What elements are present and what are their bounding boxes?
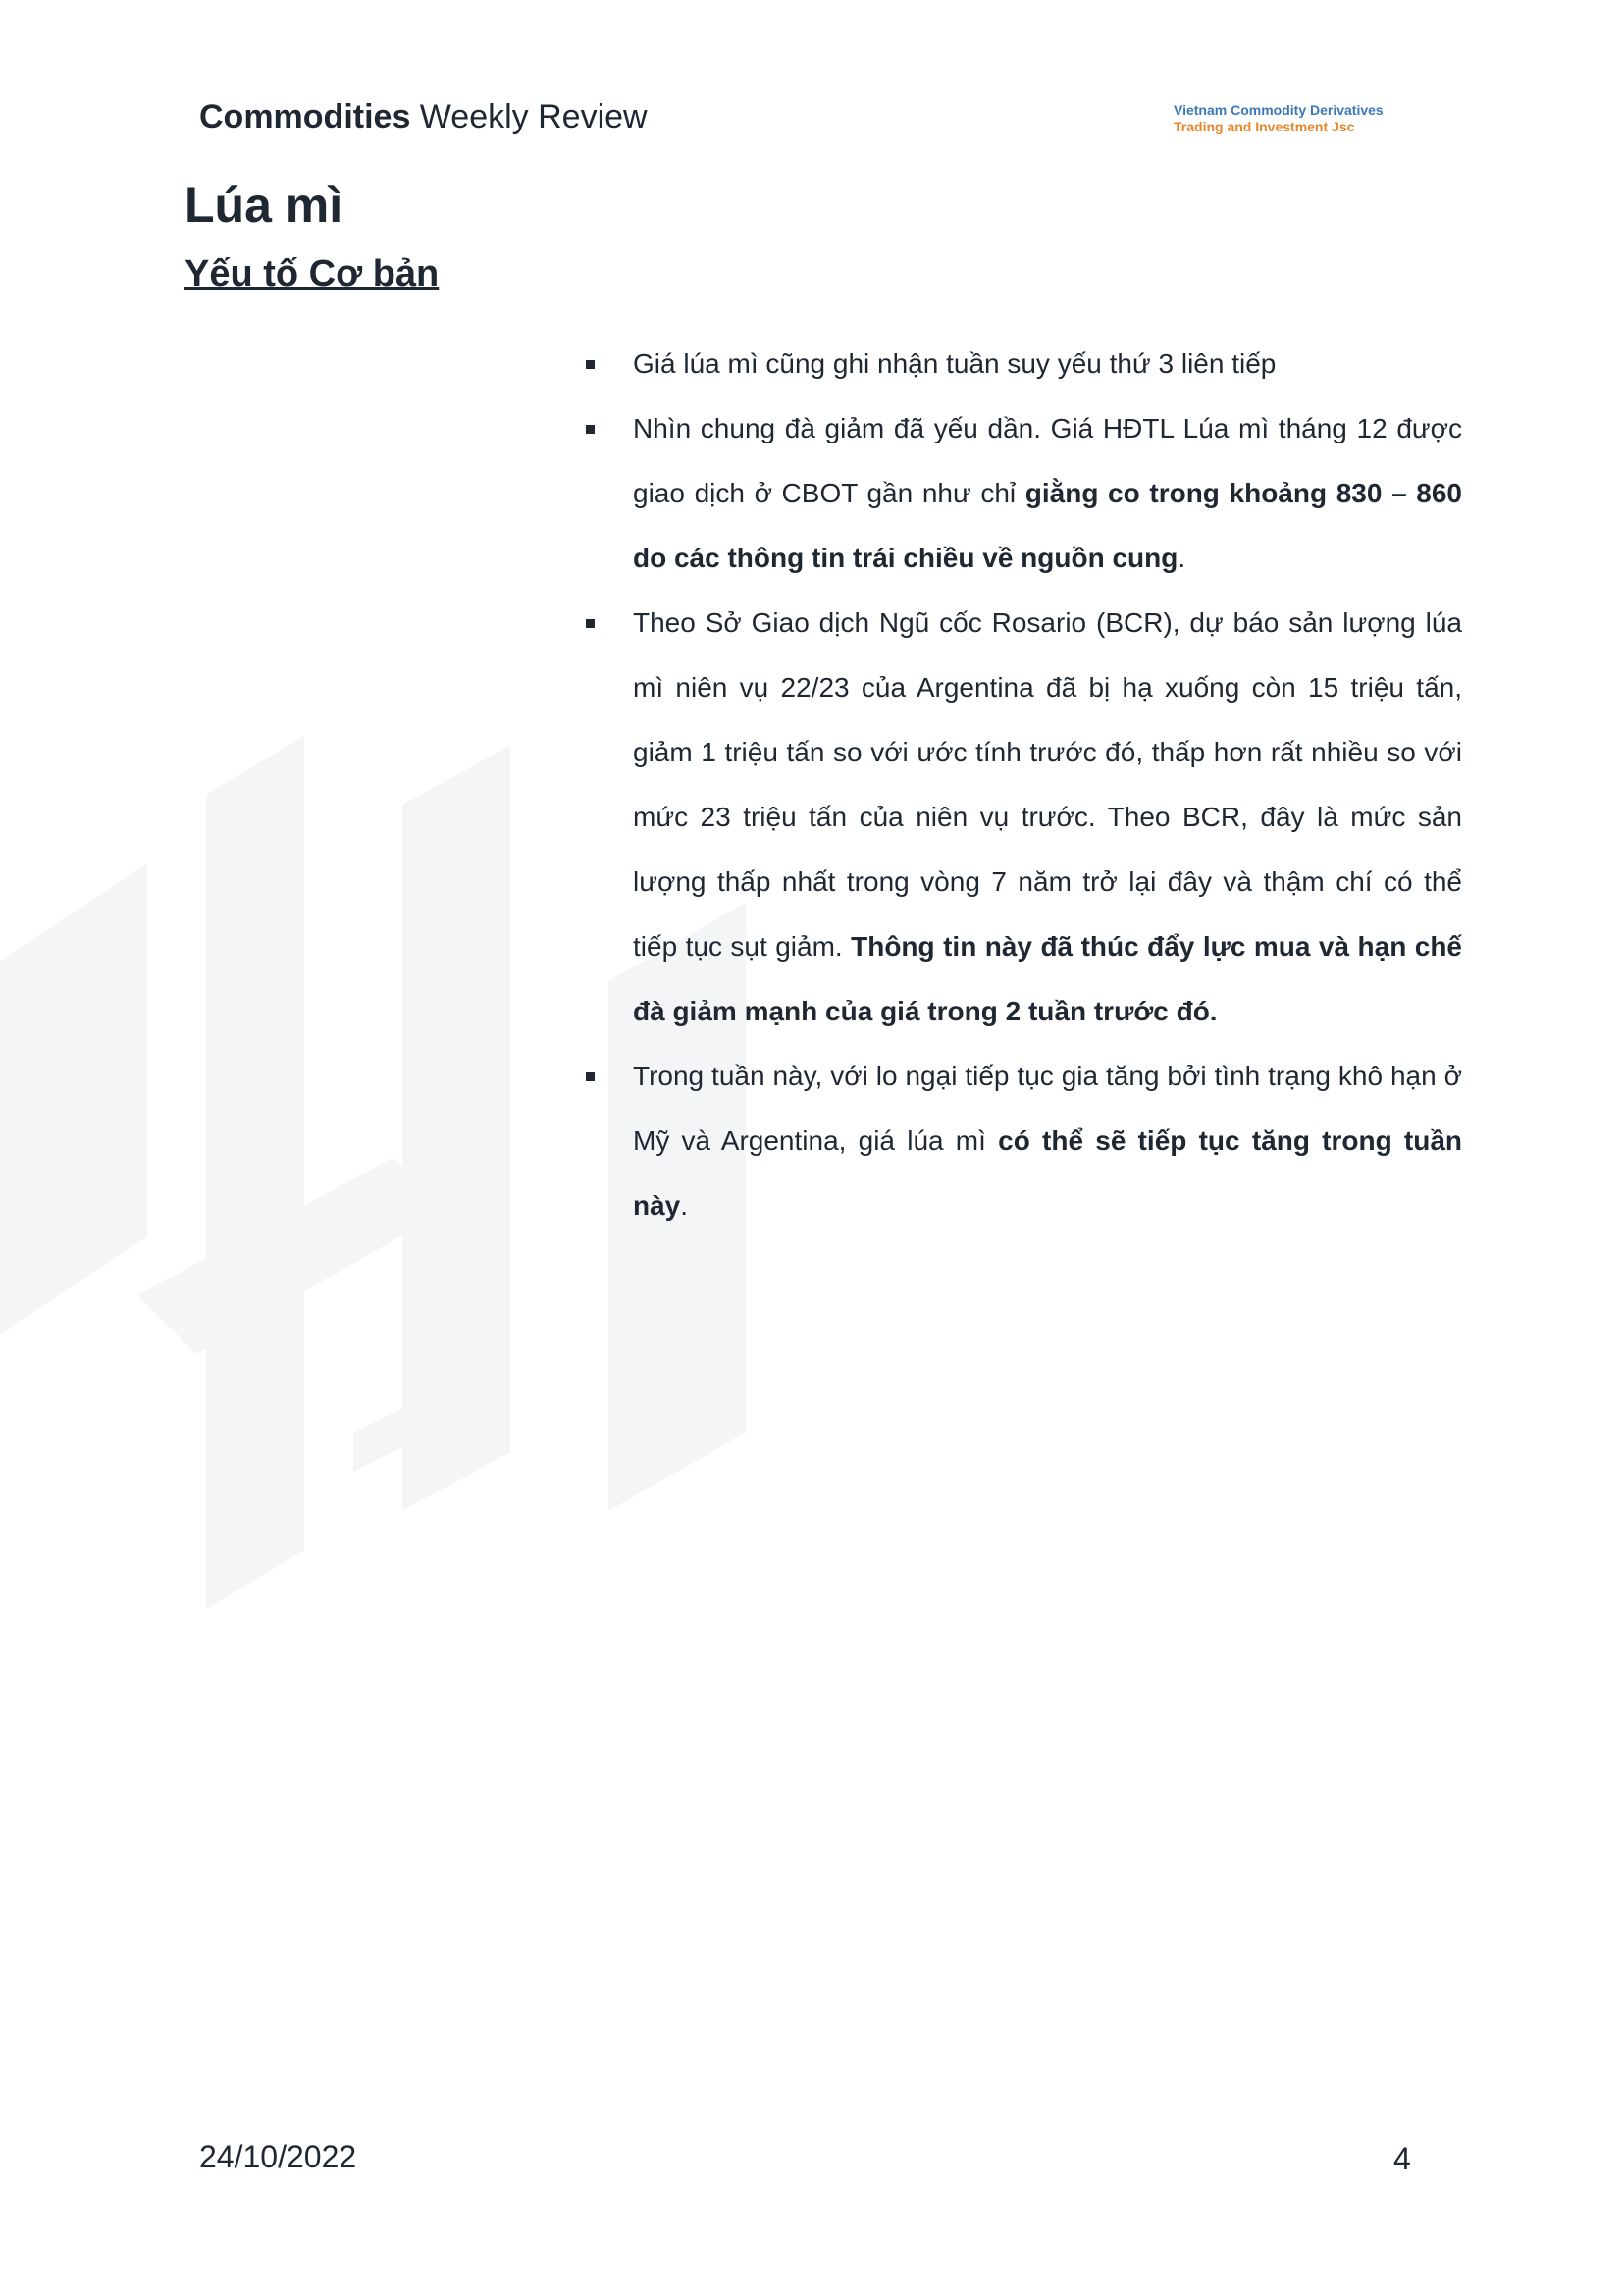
bullet-item (579, 591, 1462, 1044)
bullet-bold-text: có thể sẽ tiếp tục tăng trong tuần này (633, 1125, 1462, 1221)
report-title-bold: Commodities (199, 98, 411, 135)
report-title-rest: Weekly Review (410, 98, 648, 135)
bullet-text: . (1178, 543, 1186, 573)
logo-line-1: Vietnam Commodity Derivatives (1174, 102, 1384, 118)
page-number: 4 (1393, 2141, 1411, 2176)
logo-line-2: Trading and Investment Jsc (1174, 119, 1355, 134)
bullet-text: Nhìn chung đà giảm đã yếu dần. Giá HĐTL Lúa mì tháng 12 được giao dịch ở CBOT gần như chỉ (633, 413, 1462, 508)
section-title: Yếu tố Cơ bản (184, 253, 440, 294)
bullet-bold-text: Thông tin này đã thúc đẩy lực mua và hạn chế đà giảm mạnh của giá trong 2 tuần trước đó. (633, 931, 1462, 1026)
bullet-text: Giá lúa mì cũng ghi nhận tuần suy yếu thứ 3 liên tiếp (633, 348, 1277, 379)
bullet-bold-text: giằng co trong khoảng 830 – 860 do các thông tin trái chiều về nguồn cung (633, 478, 1462, 573)
bullet-item (579, 332, 1462, 396)
bullet-item (579, 396, 1462, 591)
page-title: Lúa mì (184, 178, 343, 233)
company-logo (1174, 102, 1384, 135)
bullet-text: Trong tuần này, với lo ngại tiếp tục gia tăng bởi tình trạng khô hạn ở Mỹ và Argentina, giá lúa mì (633, 1061, 1462, 1156)
bullet-text: . (680, 1190, 689, 1221)
bullet-text: Theo Sở Giao dịch Ngũ cốc Rosario (BCR), dự báo sản lượng lúa mì niên vụ 22/23 của Argentina đã bị hạ xuống còn 15 triệu tấn, giảm 1 triệu tấn so với ước tính trước đó, thấp hơn rất nhiều so với mức 23 triệu tấn của niên vụ trước. Theo BCR, đây là mức sản lượng thấp nhất trong vòng 7 năm trở lại đây và thậm chí có thể tiếp tục sụt giảm. (633, 607, 1462, 962)
report-date: 24/10/2022 (199, 2139, 357, 2174)
bullet-item (579, 1044, 1462, 1238)
bullet-list (579, 332, 1462, 1238)
report-title (199, 98, 648, 136)
